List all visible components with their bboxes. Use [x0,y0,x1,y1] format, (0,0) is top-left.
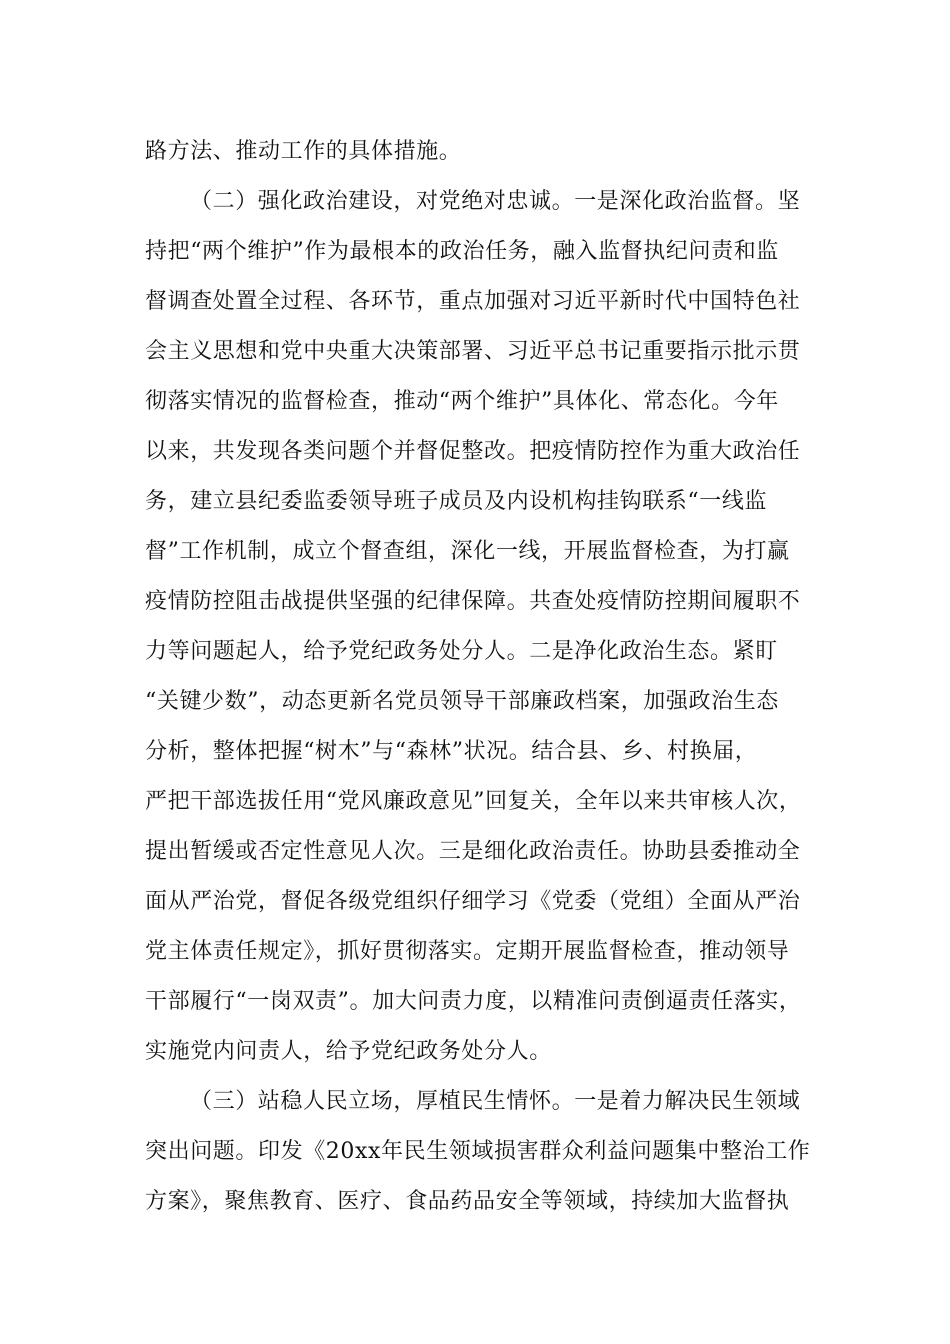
text-line: 务，建立县纪委监委领导班子成员及内设机构挂钩联系“一线监 [145,489,768,514]
text-line: 督调查处置全过程、各环节，重点加强对习近平新时代中国特色社 [145,289,801,314]
text-line: 疫情防控阻击战提供坚强的纪律保障。共查处疫情防控期间履职不 [145,589,801,614]
text-line: 党主体责任规定》，抓好贯彻落实。定期开展监督检查，推动领导 [145,939,790,964]
text-line: 彻落实情况的监督检查，推动“两个维护”具体化、常态化。今年 [145,389,779,414]
text-line: 方案》，聚焦教育、医疗、食品药品安全等领域，持续加大监督执 [145,1189,790,1214]
text-line: 提出暂缓或否定性意见人次。三是细化政治责任。协助县委推动全 [145,839,801,864]
text-line: 持把“两个维护”作为最根本的政治任务，融入监督执纪问责和监 [145,239,779,264]
text-line: 督”工作机制，成立个督查组，深化一线，开展监督检查，为打赢 [145,539,790,564]
text-line: 路方法、推动工作的具体措施。 [145,139,462,164]
text-line: （二）强化政治建设，对党绝对忠诚。一是深化政治监督。坚 [190,189,801,214]
text-line: 以来，共发现各类问题个并督促整改。把疫情防控作为重大政治任 [145,439,801,464]
text-line: 突出问题。印发《20xx年民生领域损害群众利益问题集中整治工作 [145,1139,811,1164]
text-line: 分析，整体把握“树木”与“森林”状况。结合县、乡、村换届， [145,739,758,764]
text-line: 面从严治党，督促各级党组织仔细学习《党委（党组）全面从严治 [145,889,801,914]
text-line: （三）站稳人民立场，厚植民生情怀。一是着力解决民生领域 [190,1089,801,1114]
text-line: “关键少数”，动态更新名党员领导干部廉政档案，加强政治生态 [145,689,779,714]
text-line: 力等问题起人，给予党纪政务处分人。二是净化政治生态。紧盯 [145,639,778,664]
text-line: 会主义思想和党中央重大决策部署、习近平总书记重要指示批示贯 [145,339,801,364]
text-line: 严把干部选拔任用“党风廉政意见”回复关，全年以来共审核人次， [145,789,802,814]
text-line: 实施党内问责人，给予党纪政务处分人。 [145,1039,552,1064]
text-line: 干部履行“一岗双责”。加大问责力度，以精准问责倒逼责任落实， [145,989,802,1014]
